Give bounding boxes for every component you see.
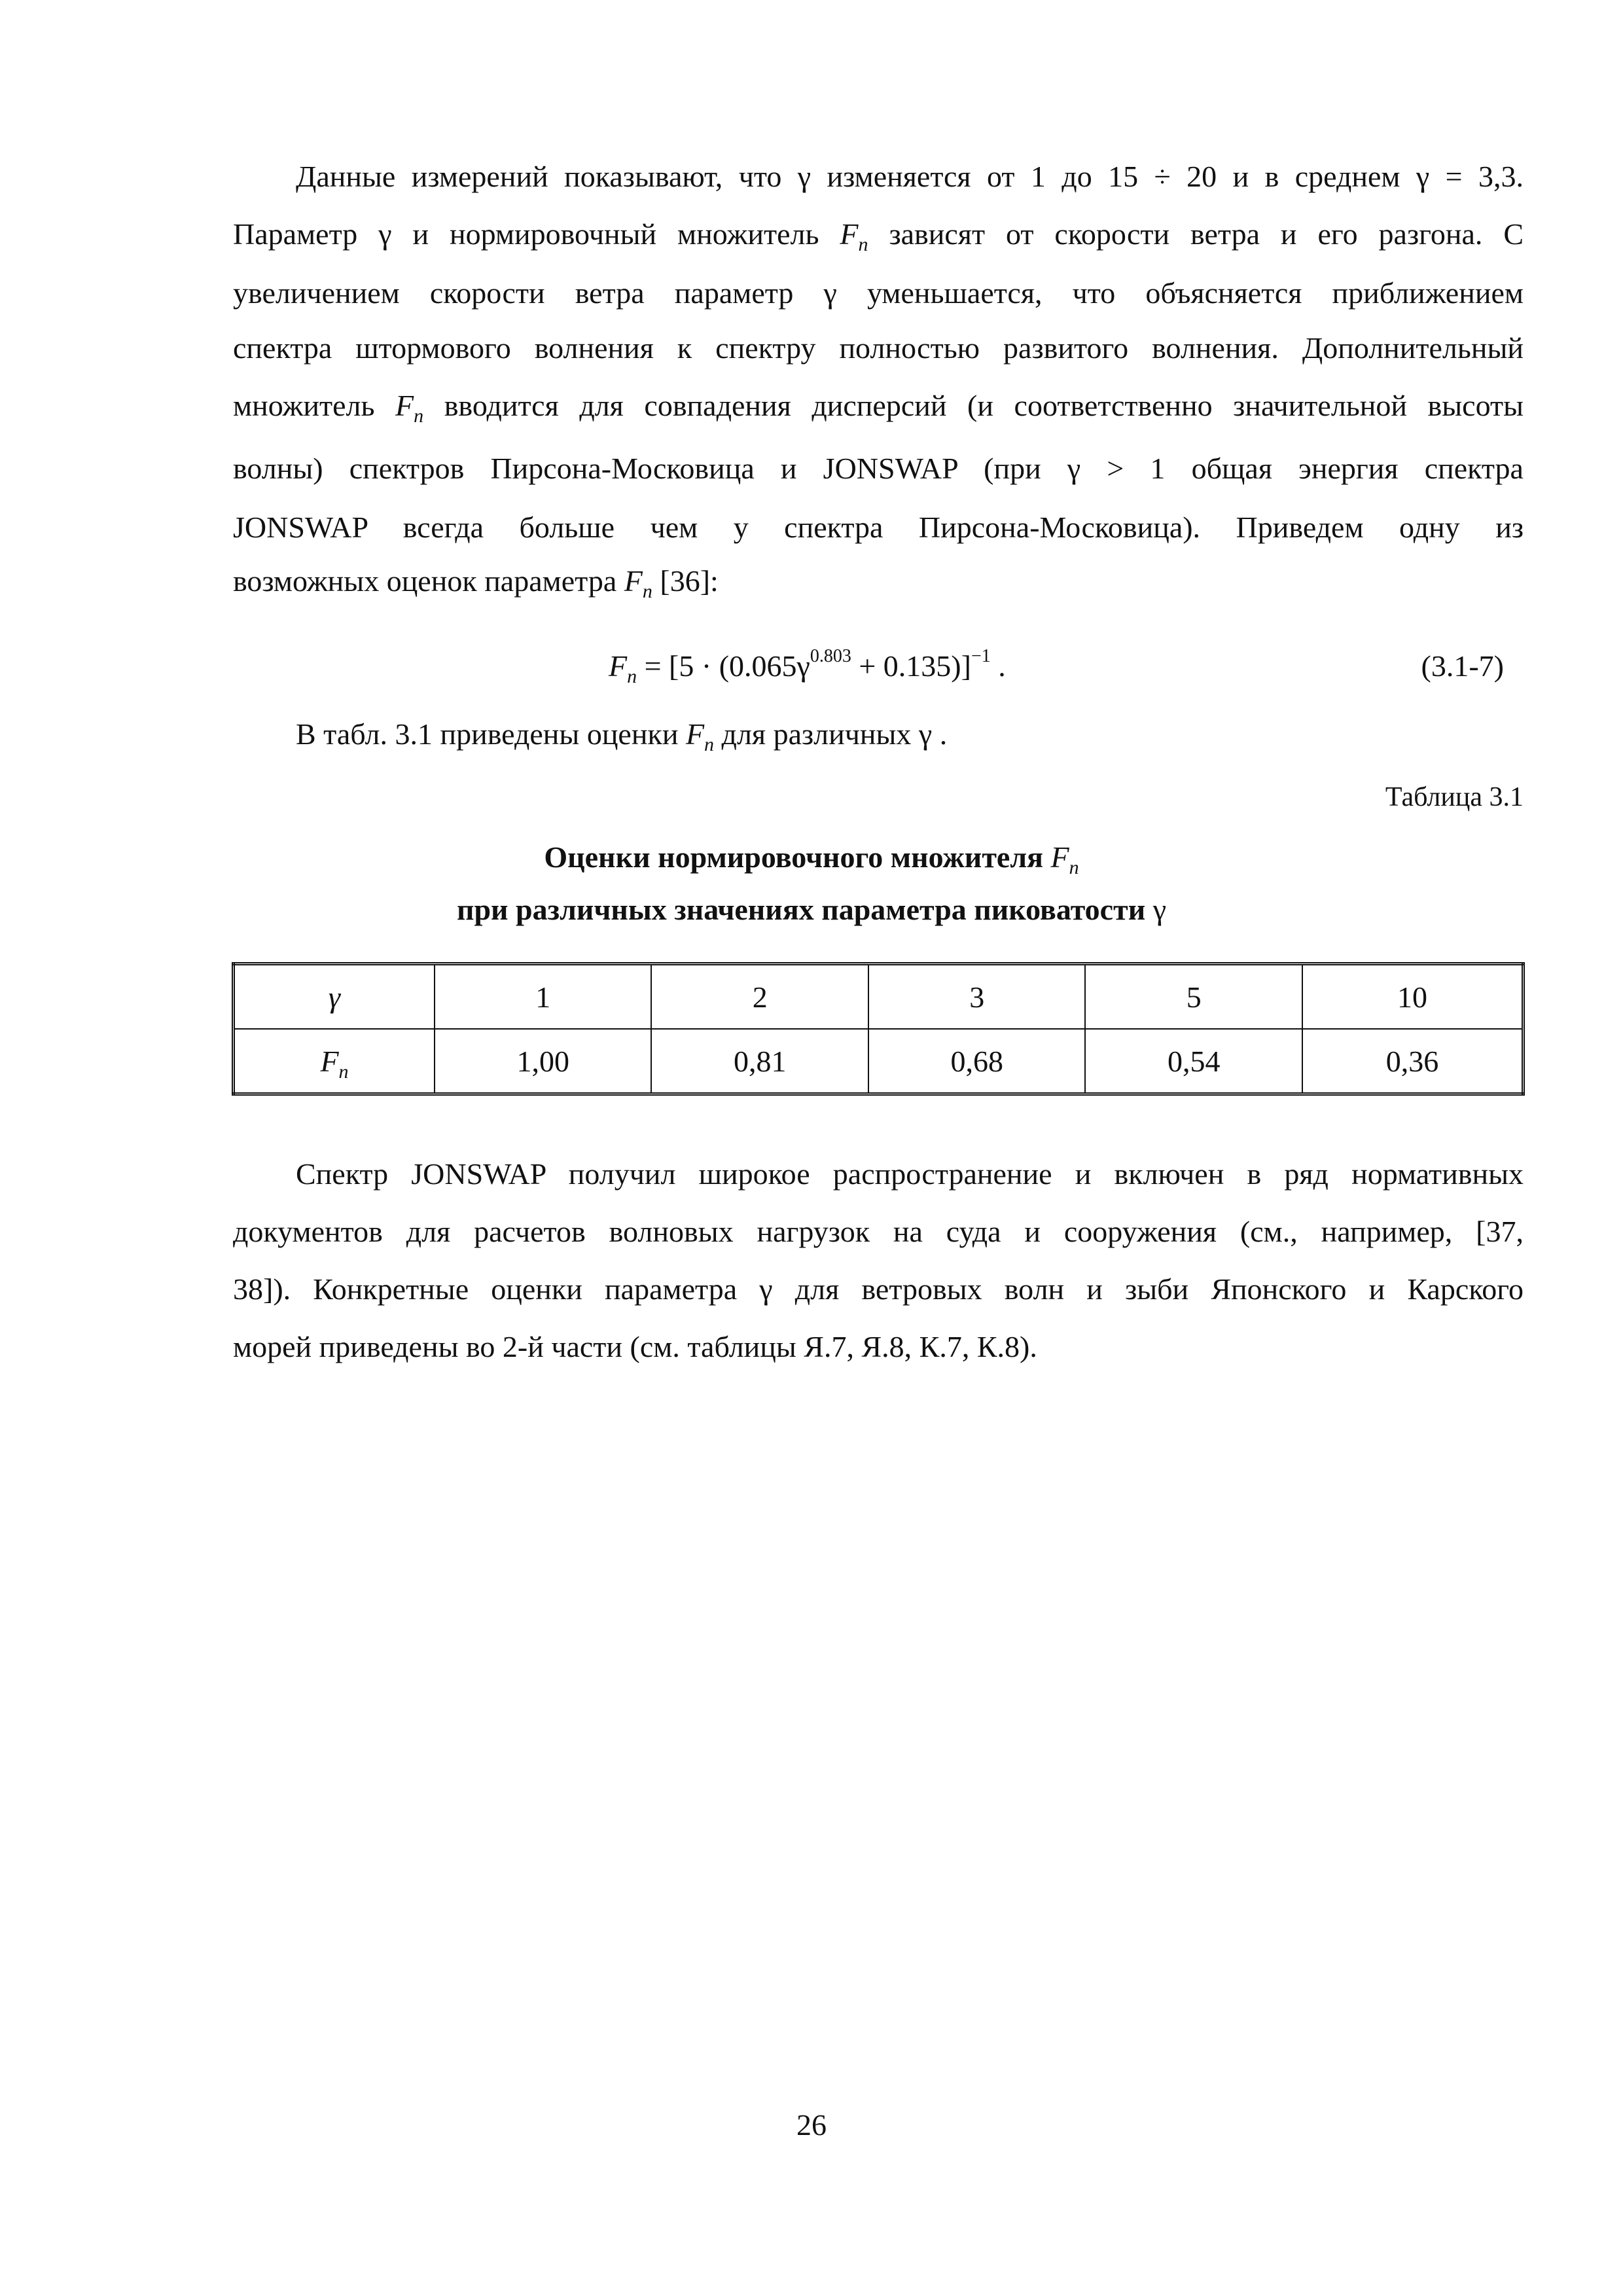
- fn-estimates-table: [232, 962, 1525, 1096]
- p1-line-7: JONSWAP всегда больше чем у спектра Пирсона-Московица). Приведем одну из: [233, 511, 1524, 544]
- p1-line-5: множитель $F_n$ вводится для совпадения дисперсий (и соответственно значительной высоты: [233, 389, 1524, 427]
- table-cell: 0,54: [1085, 1029, 1302, 1094]
- table-cell: 0,36: [1302, 1029, 1524, 1094]
- formula-3-1-7: $F_n = [5 \cdot (0.065\gamma^{0.803} + 0.135)]^{-1}$ .: [609, 646, 1006, 687]
- table-cell: 1: [435, 964, 651, 1030]
- table-cell: 3: [868, 964, 1085, 1030]
- p1-line-3: увеличением скорости ветра параметр γ уменьшается, что объясняется приближением: [233, 276, 1524, 310]
- row-head-fn: $F_n$: [234, 1029, 435, 1094]
- table-cell: 0,68: [868, 1029, 1085, 1094]
- table-cell: 10: [1302, 964, 1524, 1030]
- p1-line-6: волны) спектров Пирсона-Московица и JONSWAP (при γ > 1 общая энергия спектра: [233, 452, 1524, 485]
- p1-line-4: спектра штормового волнения к спектру полностью развитого волнения. Дополнительный: [233, 331, 1524, 365]
- table-cell: 0,81: [651, 1029, 868, 1094]
- p2-line-1: В табл. 3.1 приведены оценки $F_n$ для различных γ .: [296, 717, 948, 755]
- p3-line-1: Спектр JONSWAP получил широкое распространение и включен в ряд нормативных: [296, 1157, 1524, 1191]
- page-number: 26: [796, 2108, 827, 2142]
- table-cell: 1,00: [435, 1029, 651, 1094]
- row-head-gamma: γ: [234, 964, 435, 1030]
- table-cell: 2: [651, 964, 868, 1030]
- equation-number: (3.1-7): [1421, 649, 1504, 683]
- p1-line-8: возможных оценок параметра $F_n$ [36]:: [233, 564, 719, 602]
- table-row-fn: [234, 1029, 1524, 1094]
- table-cell: 5: [1085, 964, 1302, 1030]
- p1-line-1: Данные измерений показывают, что γ изменяется от 1 до 15 ÷ 20 и в среднем γ = 3,3.: [296, 160, 1524, 193]
- p3-line-2: документов для расчетов волновых нагрузок на суда и сооружения (см., например, [37,: [233, 1215, 1524, 1248]
- p3-line-3: 38]). Конкретные оценки параметра γ для ветровых волн и зыби Японского и Карского: [233, 1272, 1524, 1306]
- table-title-line-2: при различных значениях параметра пиковатости γ: [456, 893, 1167, 926]
- table-label: Таблица 3.1: [1385, 782, 1524, 812]
- p3-line-4: морей приведены во 2-й части (см. таблицы Я.7, Я.8, К.7, К.8).: [233, 1330, 1037, 1363]
- table-row-gamma: [234, 964, 1524, 1030]
- table-title-line-1: Оценки нормировочного множителя $F_n$: [544, 840, 1079, 878]
- p1-line-2: Параметр γ и нормировочный множитель $F_n$ зависят от скорости ветра и его разгона. С: [233, 217, 1524, 255]
